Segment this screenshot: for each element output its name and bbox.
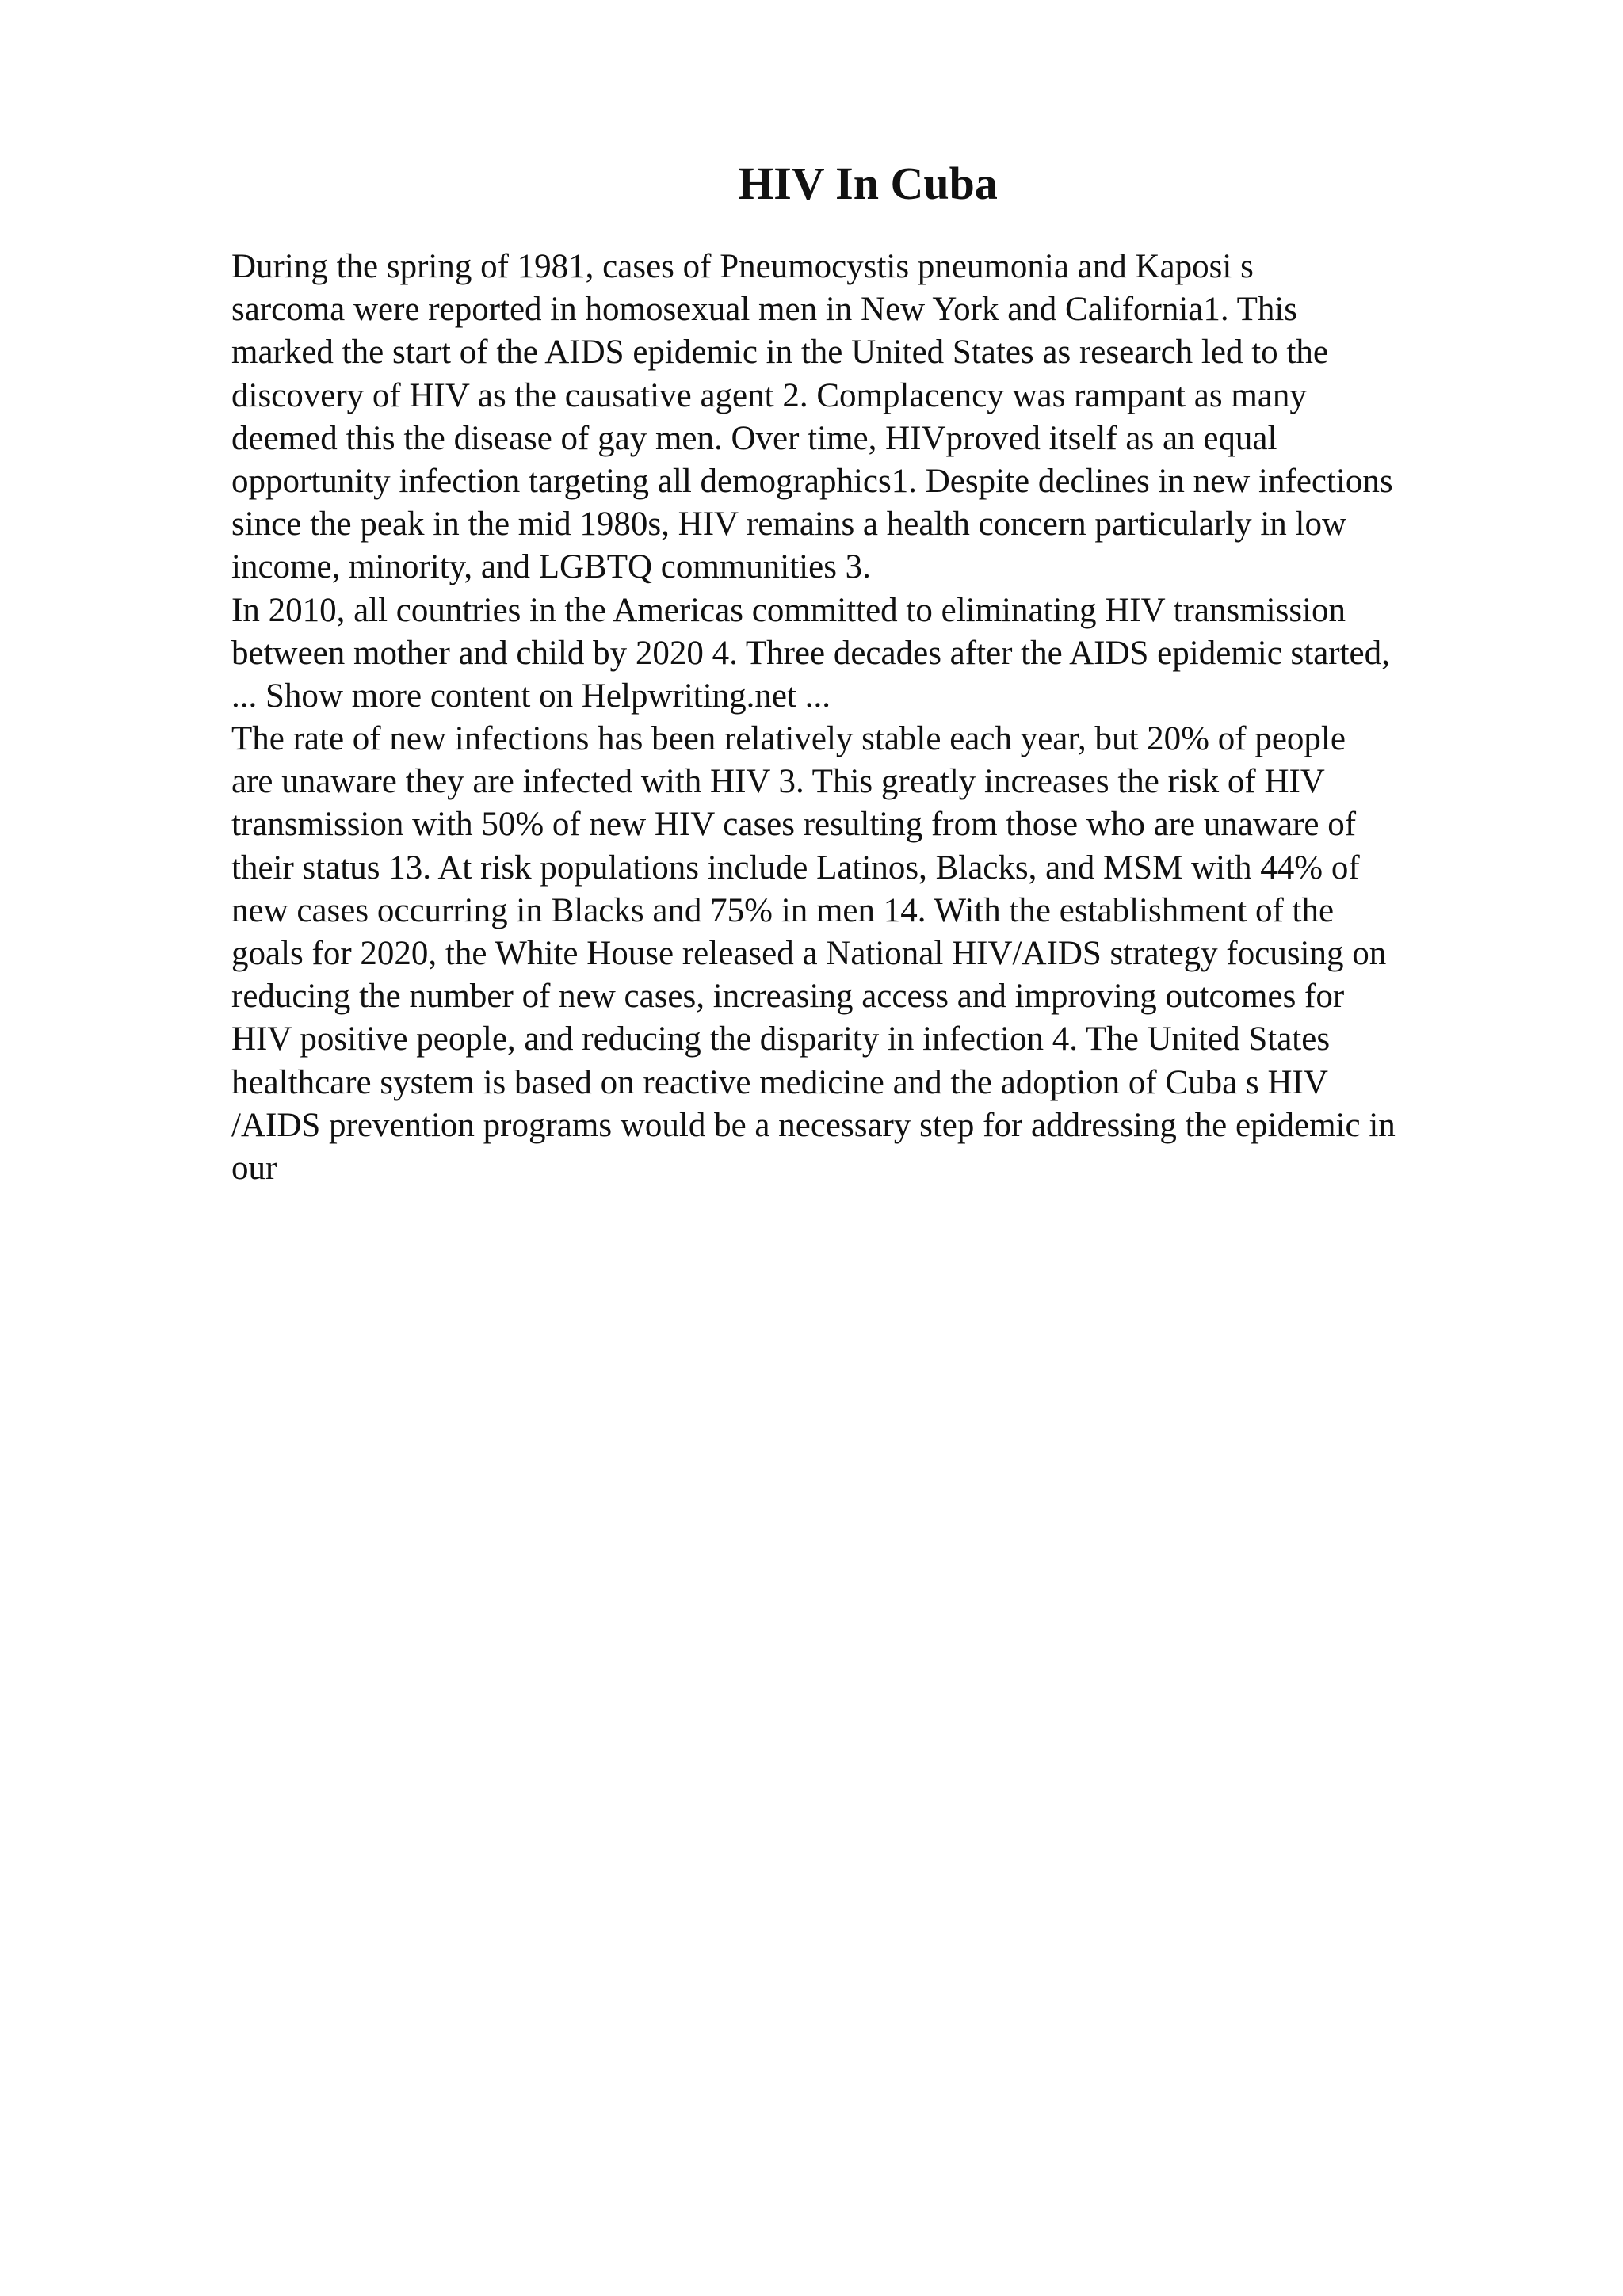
body-line: The rate of new infections has been relatively stable each year, but 20% of people (231, 720, 1346, 758)
body-line: During the spring of 1981, cases of Pneumocystis pneumonia and Kaposi s (231, 248, 1254, 285)
body-line: between mother and child by 2020 4. Three decades after the AIDS epidemic started, (231, 634, 1390, 672)
document-body (231, 246, 1503, 1190)
document-title: HIV In Cuba (738, 158, 998, 209)
body-line: new cases occurring in Blacks and 75% in men 14. With the establishment of the (231, 891, 1335, 929)
body-line: HIV positive people, and reducing the disparity in infection 4. The United States (231, 1020, 1331, 1058)
body-line: transmission with 50% of new HIV cases resulting from those who are unaware of (231, 806, 1357, 844)
body-line: marked the start of the AIDS epidemic in the United States as research led to the (231, 334, 1328, 372)
body-line: discovery of HIV as the causative agent 2. Complacency was rampant as many (231, 376, 1307, 414)
body-line: sarcoma were reported in homosexual men in New York and California1. This (231, 291, 1298, 329)
body-line: income, minority, and LGBTQ communities 3. (231, 548, 871, 586)
body-line: In 2010, all countries in the Americas committed to eliminating HIV transmission (231, 591, 1346, 629)
show-more-line: ... Show more content on Helpwriting.net ... (231, 677, 831, 715)
body-line: their status 13. At risk populations include Latinos, Blacks, and MSM with 44% of (231, 849, 1360, 887)
body-line: healthcare system is based on reactive medicine and the adoption of Cuba s HIV (231, 1063, 1328, 1101)
body-line: deemed this the disease of gay men. Over time, HIVproved itself as an equal (231, 419, 1277, 457)
body-line: opportunity infection targeting all demographics1. Despite declines in new infections (231, 462, 1393, 500)
body-line: goals for 2020, the White House released a National HIV/AIDS strategy focusing on (231, 935, 1387, 972)
body-line: are unaware they are infected with HIV 3. This greatly increases the risk of HIV (231, 763, 1325, 801)
body-line: reducing the number of new cases, increasing access and improving outcomes for (231, 978, 1345, 1016)
body-line: /AIDS prevention programs would be a necessary step for addressing the epidemic in (231, 1106, 1396, 1144)
body-line: our (231, 1149, 277, 1187)
body-line: since the peak in the mid 1980s, HIV remains a health concern particularly in low (231, 505, 1347, 543)
